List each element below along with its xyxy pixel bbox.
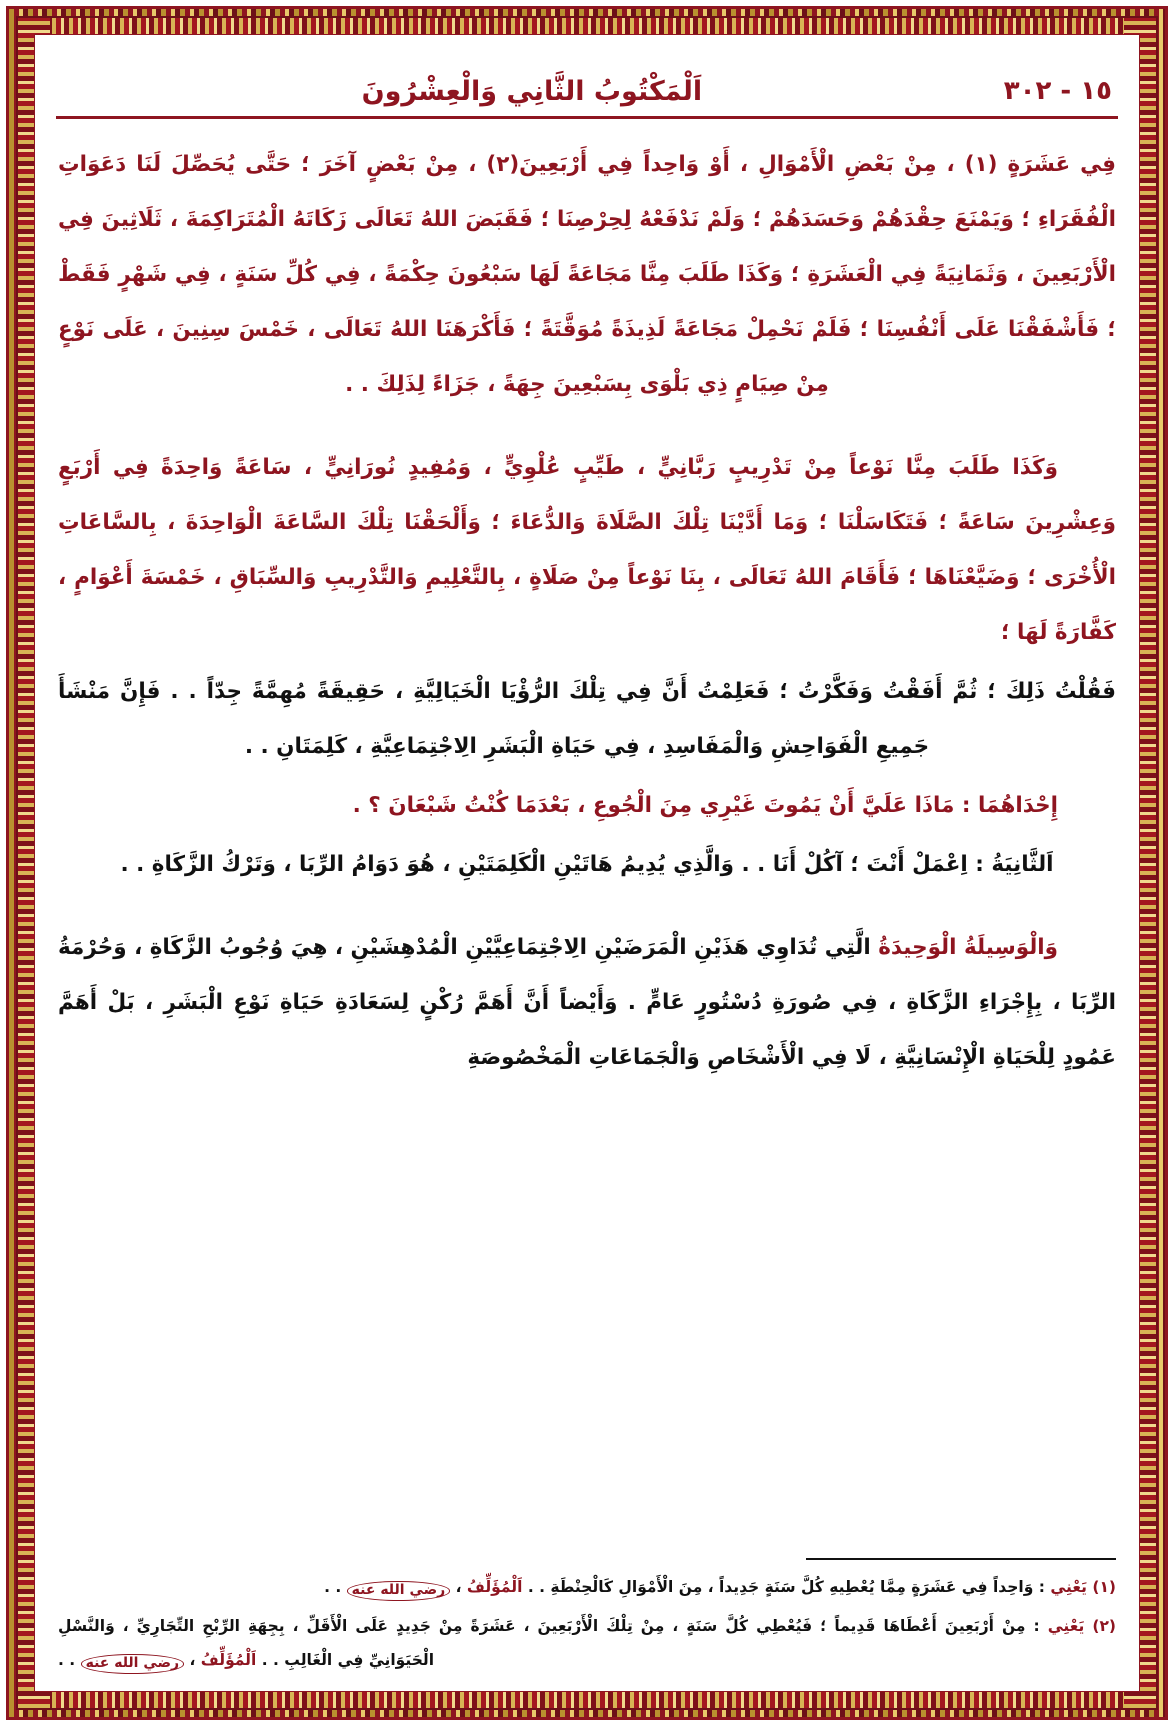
paragraph-6-text: الَّتِي تُدَاوِي هَذَيْنِ الْمَرَضَيْنِ الِاجْتِمَاعِيَّيْنِ الْمُدْهِشَيْنِ ، هِيَ وُجُوبُ الزَّكَاةِ ، وَحُرْمَةُ الرِّبَا ، بِإِجْرَاءِ الزَّكَاةِ ، فِي صُورَةِ دُسْتُورٍ عَامٍّ . وَأَيْضاً أَنَّ أَهَمَّ رُكْنٍ لِسَعَادَةِ حَيَاةِ نَوْعِ الْبَشَرِ ، بَلْ أَهَمَّ عَمُودٍ لِلْحَيَاةِ الْإِنْسَانِيَّةِ ، لَا فِي الْأَشْخَاصِ وَالْجَمَاعَاتِ الْمَخْصُوصَةِ <box>58 935 1116 1070</box>
paragraph-6 <box>58 920 1116 1085</box>
footnote-section <box>52 1558 1122 1682</box>
paragraph-3 <box>58 664 1116 774</box>
footnote-1-author: اَلْمُؤَلِّفُ <box>466 1578 523 1596</box>
footnote-1-tail: . . <box>324 1578 347 1596</box>
honorific-icon: رضي الله عنه <box>347 1581 451 1601</box>
footnote-divider-rule <box>806 1558 1116 1560</box>
footnote-2 <box>58 1609 1116 1677</box>
honorific-icon: رضي الله عنه <box>81 1654 185 1674</box>
footnote-2-lead: يَعْنِي <box>1047 1617 1085 1635</box>
footnote-2-comma: ، <box>184 1651 201 1669</box>
paragraph-4-text: إِحْدَاهُمَا : مَاذَا عَلَيَّ أَنْ يَمُوتَ غَيْرِي مِنَ الْجُوعِ ، بَعْدَمَا كُنْتُ شَبْعَانَ ؟ . <box>352 793 1058 818</box>
page-header <box>52 46 1122 110</box>
paragraph-6-lead: وَالْوَسِيلَةُ الْوَحِيدَةُ <box>878 935 1059 960</box>
paragraph-4 <box>58 778 1116 833</box>
paragraph-1-text: فِي عَشَرَةٍ (١) ، مِنْ بَعْضِ الْأَمْوَالِ ، أَوْ وَاحِداً فِي أَرْبَعِينَ(٢) ، مِنْ بَعْضٍ آخَرَ ؛ حَتَّى يُحَصِّلَ لَنَا دَعَوَاتِ الْفُقَرَاءِ ؛ وَيَمْنَعَ حِقْدَهُمْ وَحَسَدَهُمْ ؛ وَلَمْ نَدْفَعْهُ لِحِرْصِنَا ؛ فَقَبَضَ اللهُ تَعَالَى زَكَاتَهُ الْمُتَرَاكِمَةَ ، ثَلَاثِينَ فِي الْأَرْبَعِينَ ، وَثَمَانِيَةً فِي الْعَشَرَةِ ؛ وَكَذَا طَلَبَ مِنَّا مَجَاعَةً لَهَا سَبْعُونَ حِكْمَةً ، فِي كُلِّ سَنَةٍ ، فِي شَهْرٍ فَقَطْ ؛ فَأَشْفَقْنَا عَلَى أَنْفُسِنَا ؛ فَلَمْ نَحْمِلْ مَجَاعَةً لَذِيذَةً مُوَقَّتَةً ؛ فَأَكْرَهَنَا اللهُ تَعَالَى ، خَمْسَ سِنِينَ ، عَلَى نَوْعٍ مِنْ صِيَامٍ ذِي بَلْوَى بِسَبْعِينَ جِهَةً ، جَزَاءً لِذَلِكَ . . <box>58 152 1116 397</box>
footnote-2-author: اَلْمُؤَلِّفُ <box>200 1651 257 1669</box>
footnote-1 <box>58 1570 1116 1604</box>
paragraph-5 <box>58 837 1116 892</box>
page-title: اَلْمَكْتُوبُ الثَّانِي وَالْعِشْرُونَ <box>361 75 703 107</box>
page-content <box>52 46 1122 1682</box>
footnote-2-text: : مِنْ أَرْبَعِينَ أَعْطَاهَا قَدِيماً ؛ فَيُعْطِي كُلَّ سَنَةٍ ، مِنْ تِلْكَ الْأَرْبَعِينَ ، عَشَرَةً مِنْ جَدِيدٍ عَلَى الْأَقَلِّ ، بِجِهَةِ الرِّبْحِ التِّجَارِيِّ ، وَالنَّسْلِ الْحَيَوَانِيِّ فِي الْغَالِبِ . . <box>58 1617 1048 1669</box>
footnote-2-tail: . . <box>58 1651 81 1669</box>
footnote-1-marker: (١) <box>1092 1578 1116 1596</box>
folio-number: ٣٠٢ - ١٥ <box>1003 76 1112 106</box>
footnote-1-comma: ، <box>450 1578 467 1596</box>
paragraph-3-text: فَقُلْتُ ذَلِكَ ؛ ثُمَّ أَفَقْتُ وَفَكَّرْتُ ؛ فَعَلِمْتُ أَنَّ فِي تِلْكَ الرُّؤْيَا الْخَيَالِيَّةِ ، حَقِيقَةً مُهِمَّةً جِدّاً . . فَإِنَّ مَنْشَأَ جَمِيعِ الْفَوَاحِشِ وَالْمَفَاسِدِ ، فِي حَيَاةِ الْبَشَرِ الِاجْتِمَاعِيَّةِ ، كَلِمَتَانِ . . <box>58 679 1116 759</box>
paragraph-2 <box>58 440 1116 660</box>
footnote-1-lead: يَعْنِي <box>1050 1578 1087 1596</box>
paragraph-2-text: وَكَذَا طَلَبَ مِنَّا نَوْعاً مِنْ تَدْرِيبٍ رَبَّانِيٍّ ، طَيِّبٍ عُلْوِيٍّ ، وَمُفِيدٍ نُورَانِيٍّ ، سَاعَةً وَاحِدَةً فِي أَرْبَعٍ وَعِشْرِينَ سَاعَةً ؛ فَتَكَاسَلْنَا ؛ وَمَا أَدَّيْنَا تِلْكَ الصَّلَاةَ وَالدُّعَاءَ ؛ وَأَلْحَقْنَا تِلْكَ السَّاعَةَ الْوَاحِدَةَ ، بِالسَّاعَاتِ الْأُخْرَى ؛ وَضَيَّعْنَاهَا ؛ فَأَقَامَ اللهُ تَعَالَى ، بِنَا نَوْعاً مِنْ صَلَاةٍ ، بِالتَّعْلِيمِ وَالتَّدْرِيبِ وَالسِّبَاقِ ، خَمْسَةَ أَعْوَامٍ ، كَفَّارَةً لَهَا ؛ <box>58 455 1116 645</box>
paragraph-1 <box>58 137 1116 412</box>
paragraph-5-text: اَلثَّانِيَةُ : اِعْمَلْ أَنْتَ ؛ آكُلْ أَنَا . . وَالَّذِي يُدِيمُ هَاتَيْنِ الْكَلِمَتَيْنِ ، هُوَ دَوَامُ الرِّبَا ، وَتَرْكُ الزَّكَاةِ . . <box>120 852 1054 877</box>
footnote-1-text: : وَاحِداً فِي عَشَرَةٍ مِمَّا يُعْطِيهِ كُلَّ سَنَةٍ جَدِيداً ، مِنَ الْأَمْوَالِ كَالْحِنْطَةِ . . <box>522 1578 1051 1596</box>
footnote-2-marker: (٢) <box>1092 1617 1116 1635</box>
body-text <box>52 119 1122 1558</box>
